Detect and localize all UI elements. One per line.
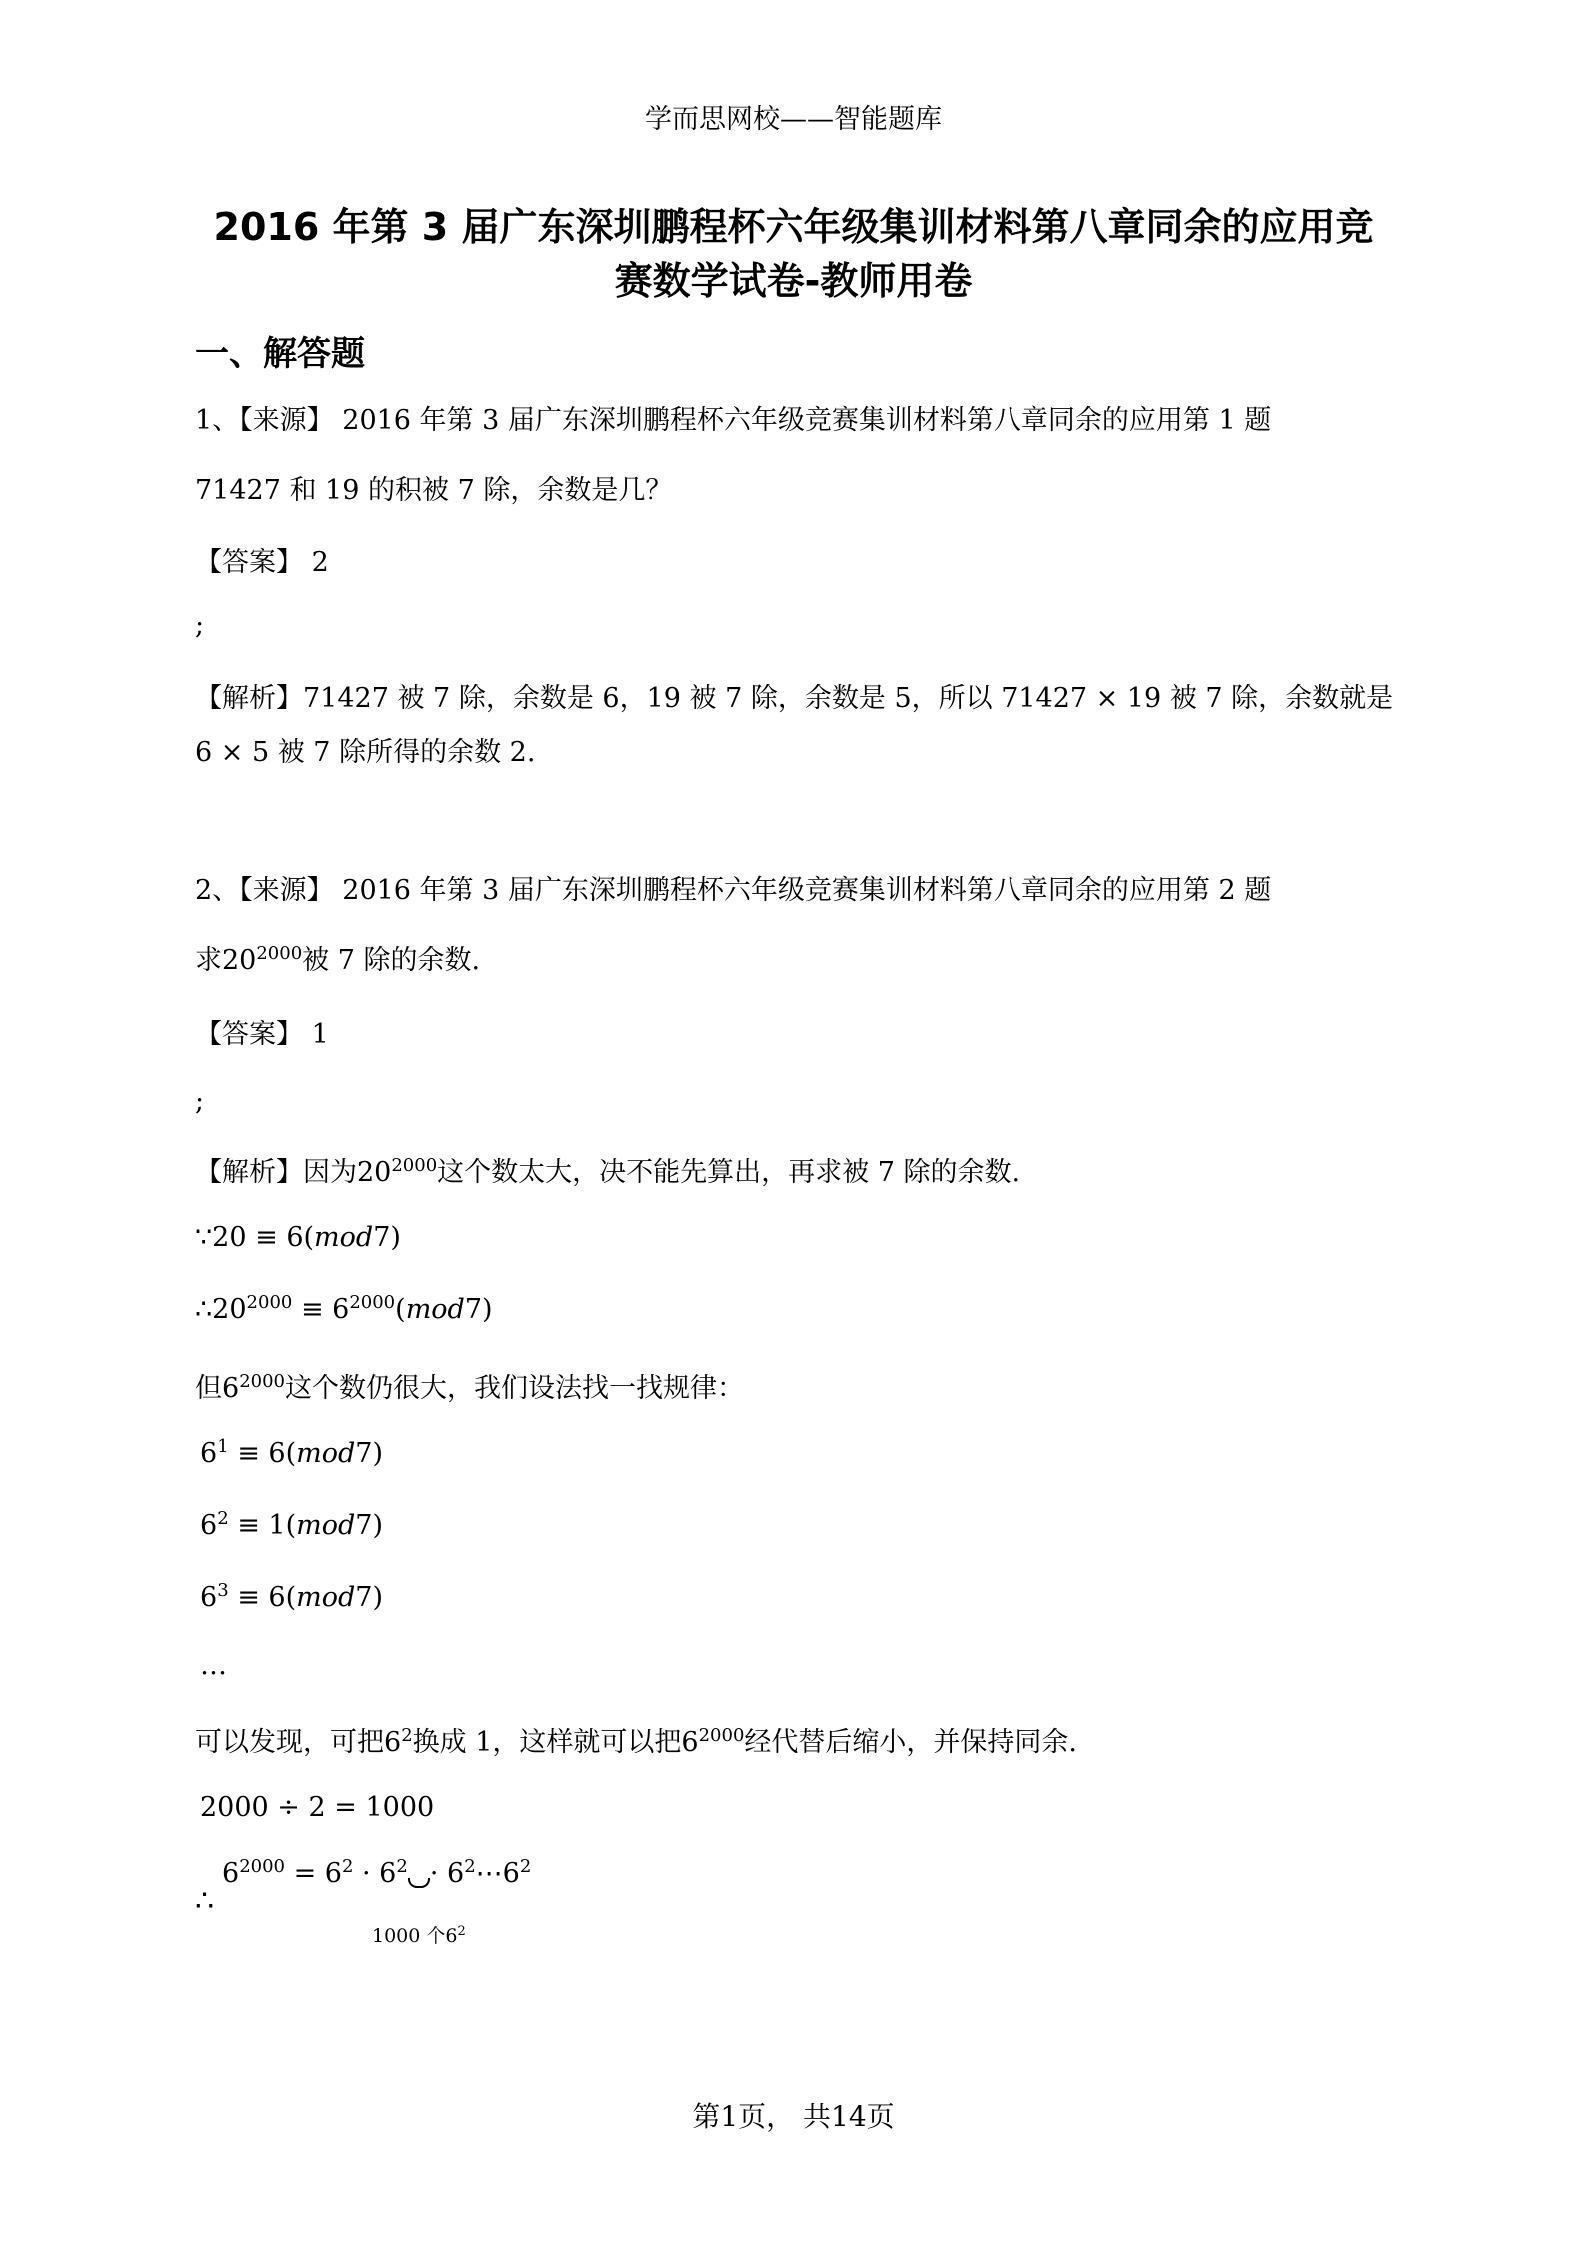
q1-answer: 【答案】 2 xyxy=(195,547,329,578)
q2-power2-line: $6^2 \equiv 1(mod7)$ xyxy=(200,1508,384,1541)
page-footer: 第1页， 共14页 xyxy=(692,2100,895,2133)
underbrace-icon xyxy=(408,1878,430,1888)
page-header: 学而思网校——智能题库 xyxy=(645,104,942,135)
document-title-line2: 赛数学试卷-教师用卷 xyxy=(614,259,973,303)
q2-power1-line: $6^1 \equiv 6(mod7)$ xyxy=(200,1436,384,1469)
q2-question: 求$20^{2000}$被 7 除的余数. xyxy=(195,943,481,976)
q2-therefore-line: $\therefore 20^{2000} \equiv 6^{2000}(mod7)$ xyxy=(195,1292,493,1325)
q2-division-line: 2000 ÷ 2 = 1000 xyxy=(200,1792,435,1823)
q2-find-line: 可以发现，可把$6^2$换成 1，这样就可以把$6^{2000}$经代替后缩小，并保持同余. xyxy=(195,1725,1077,1758)
q2-underbrace-label: 1000 个$6^2$ xyxy=(372,1923,466,1947)
q2-answer: 【答案】 1 xyxy=(195,1019,329,1050)
q2-product-line: $6^{2000} = 6^2 \cdot 6^2$ · $6^2\cdots 6^2$ xyxy=(222,1856,532,1889)
q2-ellipsis: … xyxy=(200,1650,227,1681)
q1-analysis-line2: 6 × 5 被 7 除所得的余数 2. xyxy=(195,737,536,768)
q2-analysis: 【解析】因为$20^{2000}$这个数太大，决不能先算出，再求被 7 除的余数. xyxy=(195,1155,1021,1188)
q2-source: 2、【来源】 2016 年第 3 届广东深圳鹏程杯六年级竞赛集训材料第八章同余的应用第 2 题 xyxy=(195,875,1272,906)
q2-power3-line: $6^3 \equiv 6(mod7)$ xyxy=(200,1580,384,1613)
q2-separator: ; xyxy=(195,1086,205,1117)
q1-source: 1、【来源】 2016 年第 3 届广东深圳鹏程杯六年级竞赛集训材料第八章同余的应用第 1 题 xyxy=(195,405,1272,436)
q2-because-line: ∵20 ≡ 6(mod7) xyxy=(195,1222,401,1253)
q1-separator: ; xyxy=(195,610,205,641)
q1-analysis-line1: 【解析】71427 被 7 除，余数是 6，19 被 7 除，余数是 5，所以 71427 × 19 被 7 除，余数就是 xyxy=(195,683,1394,714)
document-title-line1: 2016 年第 3 届广东深圳鹏程杯六年级集训材料第八章同余的应用竞 xyxy=(213,205,1374,249)
section-heading: 一、解答题 xyxy=(195,334,365,374)
q1-question: 71427 和 19 的积被 7 除，余数是几？ xyxy=(195,475,673,506)
q2-but-line: 但$6^{2000}$这个数仍很大，我们设法找一找规律： xyxy=(195,1371,744,1404)
q2-therefore-symbol: ∴ xyxy=(195,1884,215,1919)
